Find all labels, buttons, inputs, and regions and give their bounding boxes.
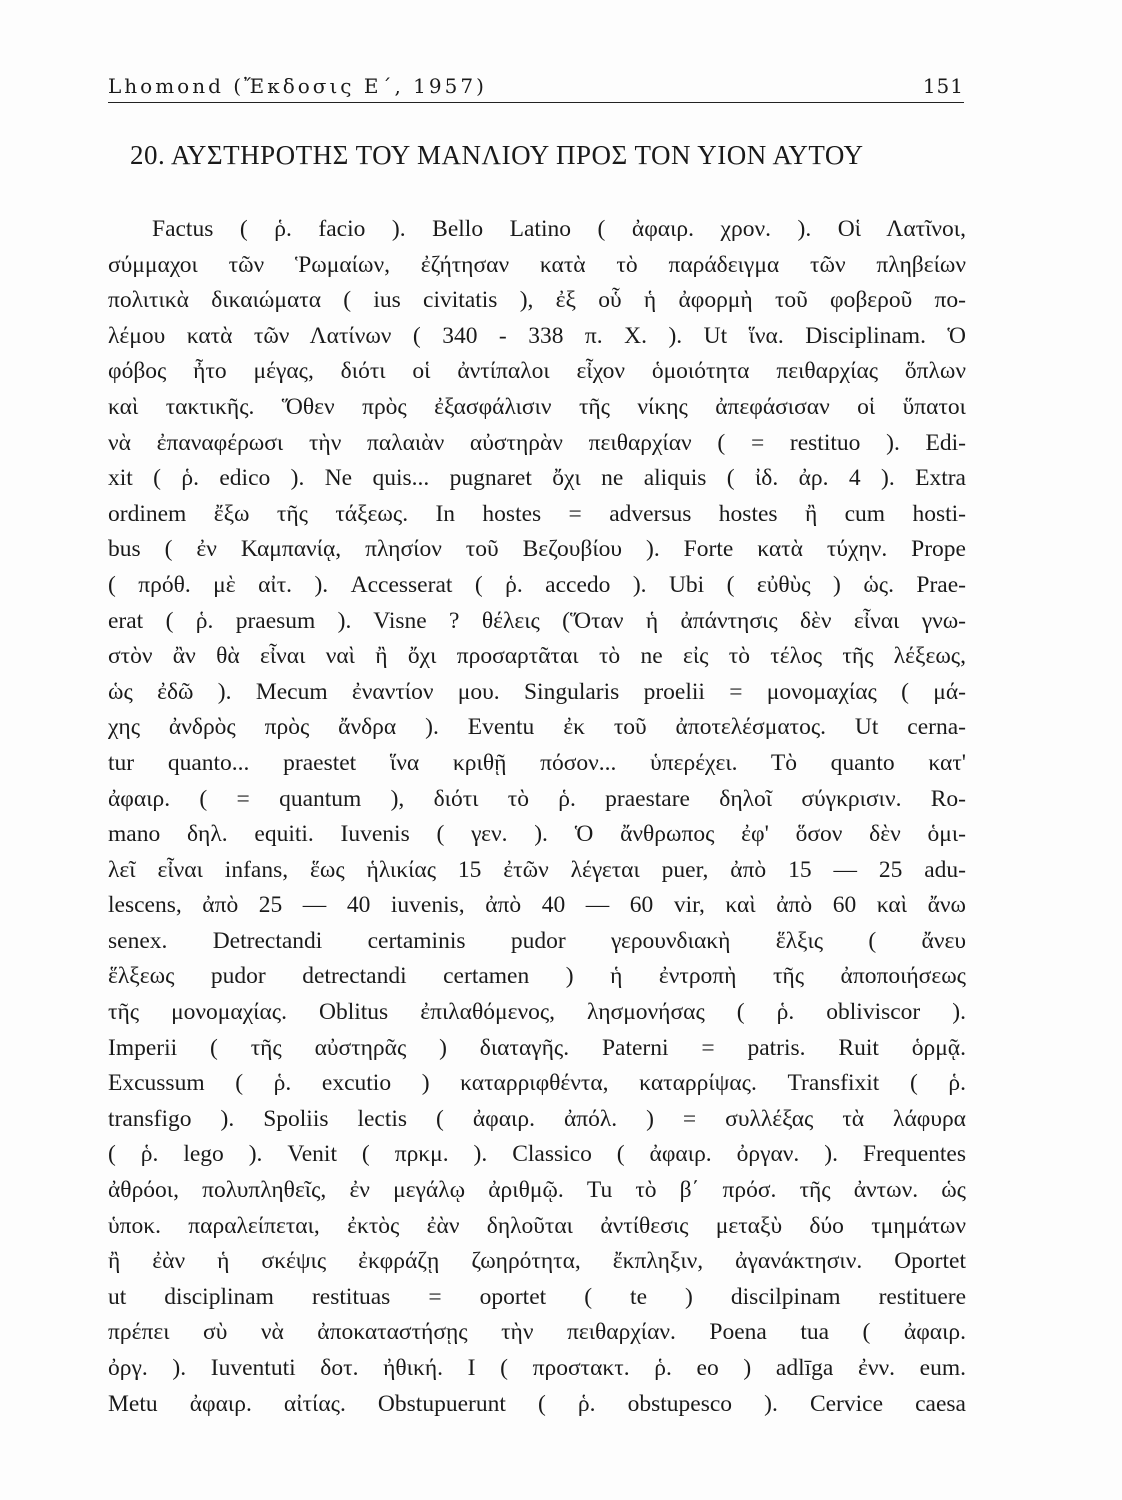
text-line: lescens, ἀπὸ 25 — 40 iuvenis, ἀπὸ 40 — 60 vir, καὶ ἀπὸ 60 καὶ ἄνω: [108, 892, 966, 919]
running-head: Lhomond (Ἔκδοσις Ε΄, 1957): [108, 74, 487, 98]
text-line: transfigo ). Spoliis lectis ( ἀφαιρ. ἀπόλ. ) = συλλέξας τὰ λάφυρα: [108, 1105, 966, 1132]
text-line: λέμου κατὰ τῶν Λατίνων ( 340 - 338 π. Χ. ). Ut ἵνα. Disciplinam. Ὁ: [108, 322, 966, 349]
text-line: ἀθρόοι, πολυπληθεῖς, ἐν μεγάλῳ ἀριθμῷ. Tu τὸ β΄ πρόσ. τῆς ἀντων. ὡς: [108, 1177, 966, 1204]
text-line: ὑποκ. παραλείπεται, ἐκτὸς ἐὰν δηλοῦται ἀντίθεσις μεταξὺ δύο τμημάτων: [108, 1212, 966, 1239]
text-line: Imperii ( τῆς αὐστηρᾶς ) διαταγῆς. Paterni = patris. Ruit ὁρμᾷ.: [108, 1034, 966, 1061]
text-line: καὶ τακτικῆς. Ὅθεν πρὸς ἐξασφάλισιν τῆς νίκης ἀπεφάσισαν οἱ ὕπατοι: [108, 393, 966, 420]
text-line: tur quanto... praestet ἵνα κριθῇ πόσον... ὑπερέχει. Τὸ quanto κατ': [108, 749, 966, 776]
text-line: σύμμαχοι τῶν Ῥωμαίων, ἐζήτησαν κατὰ τὸ παράδειγμα τῶν πληβείων: [108, 251, 966, 278]
text-line: xit ( ῥ. edico ). Ne quis... pugnaret ὄχι ne aliquis ( ἰδ. ἀρ. 4 ). Extra: [108, 465, 966, 492]
text-line: πολιτικὰ δικαιώματα ( ius civitatis ), ἐξ οὗ ἡ ἀφορμὴ τοῦ φοβεροῦ πο-: [108, 287, 966, 314]
text-line: ut disciplinam restituas = oportet ( te ) discilpinam restituere: [108, 1283, 966, 1310]
text-line: senex. Detrectandi certaminis pudor γερουνδιακὴ ἕλξις ( ἄνευ: [108, 927, 966, 954]
text-line: mano δηλ. equiti. Iuvenis ( γεν. ). Ὁ ἄνθρωπος ἐφ' ὅσον δὲν ὁμι-: [108, 821, 966, 848]
text-line: bus ( ἐν Καμπανίᾳ, πλησίον τοῦ Βεζουβίου ). Forte κατὰ τύχην. Prope: [108, 536, 966, 563]
page-number: 151: [922, 74, 964, 98]
chapter-title: 20. ΑΥΣΤΗΡΟΤΗΣ ΤΟΥ ΜΑΝΛΙΟΥ ΠΡΟΣ ΤΟΝ ΥΙΟΝ ΑΥΤΟΥ: [130, 140, 864, 170]
text-line: ἀφαιρ. ( = quantum ), διότι τὸ ῥ. praestare δηλοῖ σύγκρισιν. Ro-: [108, 785, 966, 812]
text-line: ἕλξεως pudor detrectandi certamen ) ἡ ἐντροπὴ τῆς ἀποποιήσεως: [108, 963, 966, 990]
text-line: τῆς μονομαχίας. Oblitus ἐπιλαθόμενος, λησμονήσας ( ῥ. obliviscor ).: [108, 999, 966, 1026]
text-line: Factus ( ῥ. facio ). Bello Latino ( ἀφαιρ. χρον. ). Οἱ Λατῖνοι,: [152, 216, 966, 242]
text-line: ( ῥ. lego ). Venit ( πρκμ. ). Classico ( ἀφαιρ. ὀργαν. ). Frequentes: [108, 1141, 966, 1168]
page-header: [108, 70, 964, 103]
text-line: Excussum ( ῥ. excutio ) καταρριφθέντα, καταρρίψας. Transfixit ( ῥ.: [108, 1070, 966, 1097]
text-line: ὀργ. ). Iuventuti δοτ. ἠθική. I ( προστακτ. ῥ. eo ) adlīga ἐνν. eum.: [108, 1355, 966, 1381]
text-line: φόβος ἦτο μέγας, διότι οἱ ἀντίπαλοι εἶχον ὁμοιότητα πειθαρχίας ὅπλων: [108, 358, 966, 385]
body-text: [108, 212, 966, 1422]
text-line: Metu ἀφαιρ. αἰτίας. Obstupuerunt ( ῥ. obstupesco ). Cervice caesa: [108, 1390, 966, 1417]
text-line: χης ἀνδρὸς πρὸς ἄνδρα ). Eventu ἐκ τοῦ ἀποτελέσματος. Ut cerna-: [108, 714, 966, 741]
text-line: νὰ ἐπαναφέρωσι τὴν παλαιὰν αὐστηρὰν πειθαρχίαν ( = restituo ). Edi-: [108, 429, 966, 456]
text-line: ὡς ἐδῶ ). Mecum ἐναντίον μου. Singularis proelii = μονομαχίας ( μά-: [108, 678, 966, 705]
text-line: λεῖ εἶναι infans, ἕως ἡλικίας 15 ἐτῶν λέγεται puer, ἀπὸ 15 — 25 adu-: [108, 856, 966, 883]
text-line: ordinem ἔξω τῆς τάξεως. In hostes = adversus hostes ἢ cum hosti-: [108, 500, 966, 527]
text-line: στὸν ἂν θὰ εἶναι ναὶ ἢ ὄχι προσαρτᾶται τὸ ne εἰς τὸ τέλος τῆς λέξεως,: [108, 643, 966, 670]
text-line: ἢ ἐὰν ἡ σκέψις ἐκφράζῃ ζωηρότητα, ἔκπληξιν, ἀγανάκτησιν. Oportet: [108, 1248, 966, 1275]
text-line: ( πρόθ. μὲ αἰτ. ). Accesserat ( ῥ. accedo ). Ubi ( εὐθὺς ) ὡς. Prae-: [108, 571, 966, 598]
text-line: πρέπει σὺ νὰ ἀποκαταστήσῃς τὴν πειθαρχίαν. Poena tua ( ἀφαιρ.: [108, 1319, 966, 1346]
text-line: erat ( ῥ. praesum ). Visne ? θέλεις (Ὅταν ἡ ἀπάντησις δὲν εἶναι γνω-: [108, 607, 966, 634]
